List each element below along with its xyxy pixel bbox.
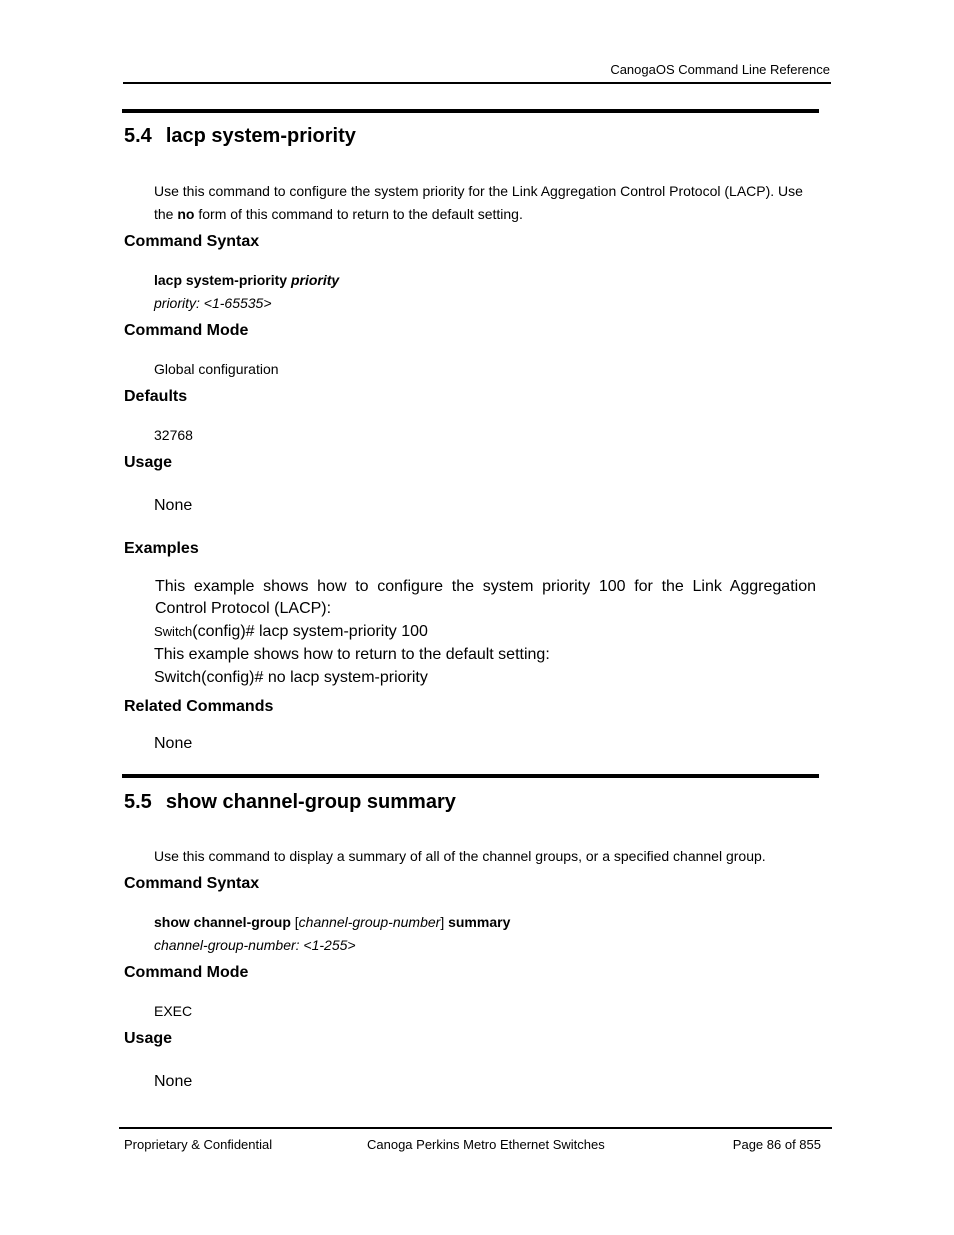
usage-heading: Usage [124, 1030, 173, 1047]
section-rule [122, 774, 819, 778]
example-text: This example shows how to configure the system priority 100 for the Link Aggregation [155, 578, 816, 595]
mode-heading: Command Mode [124, 964, 249, 981]
usage-value: None [154, 1073, 193, 1090]
example-command: Switch(config)# lacp system-priority 100 [154, 623, 428, 640]
related-value: None [154, 735, 193, 752]
syntax-block [154, 269, 339, 315]
section-title: lacp system-priority [165, 125, 356, 147]
syntax-parameter: priority [290, 272, 340, 288]
footer-rule [119, 1127, 832, 1129]
syntax-heading: Command Syntax [124, 233, 260, 250]
footer-left: Proprietary & Confidential [124, 1137, 273, 1152]
section-rule [122, 109, 819, 113]
syntax-command: show channel-group [154, 914, 291, 930]
section-description: Use this command to configure the system priority for the Link Aggregation Control Protocol (LACP). Use the no form of this command to return to the default setting. [154, 183, 803, 222]
mode-value: EXEC [154, 1003, 193, 1019]
header-rule [123, 82, 831, 84]
section-title: show channel-group summary [165, 791, 456, 813]
syntax-command: lacp system-priority [154, 272, 291, 288]
syntax-range: priority: <1-65535> [154, 295, 272, 311]
examples-heading: Examples [124, 540, 199, 557]
running-header: CanogaOS Command Line Reference [610, 62, 830, 77]
usage-heading: Usage [124, 454, 173, 471]
example-text: This example shows how to return to the default setting: [154, 646, 550, 663]
example-command: Switch(config)# no lacp system-priority [154, 669, 428, 686]
example-text: Control Protocol (LACP): [155, 600, 332, 617]
page-number: Page 86 of 855 [732, 1137, 821, 1152]
syntax-range: channel-group-number: <1-255> [154, 937, 356, 953]
syntax-heading: Command Syntax [124, 875, 260, 892]
syntax-block: show channel-group [channel-group-number] summary channel-group-number: <1-255> [154, 911, 510, 957]
syntax-parameter: channel-group-number [298, 914, 441, 930]
syntax-command: summary [448, 914, 511, 930]
related-heading: Related Commands [124, 698, 274, 715]
section-heading [124, 125, 356, 148]
section-number: 5.5 [124, 791, 152, 813]
section-number: 5.4 [124, 125, 152, 147]
footer-center: Canoga Perkins Metro Ethernet Switches [367, 1137, 605, 1152]
defaults-heading: Defaults [124, 388, 188, 405]
usage-value: None [154, 497, 193, 514]
defaults-value: 32768 [154, 427, 193, 443]
mode-value: Global configuration [154, 361, 279, 377]
section-heading [124, 791, 456, 814]
mode-heading: Command Mode [124, 322, 249, 339]
section-description: Use this command to display a summary of all of the channel groups, or a specified channel group. [154, 848, 766, 864]
